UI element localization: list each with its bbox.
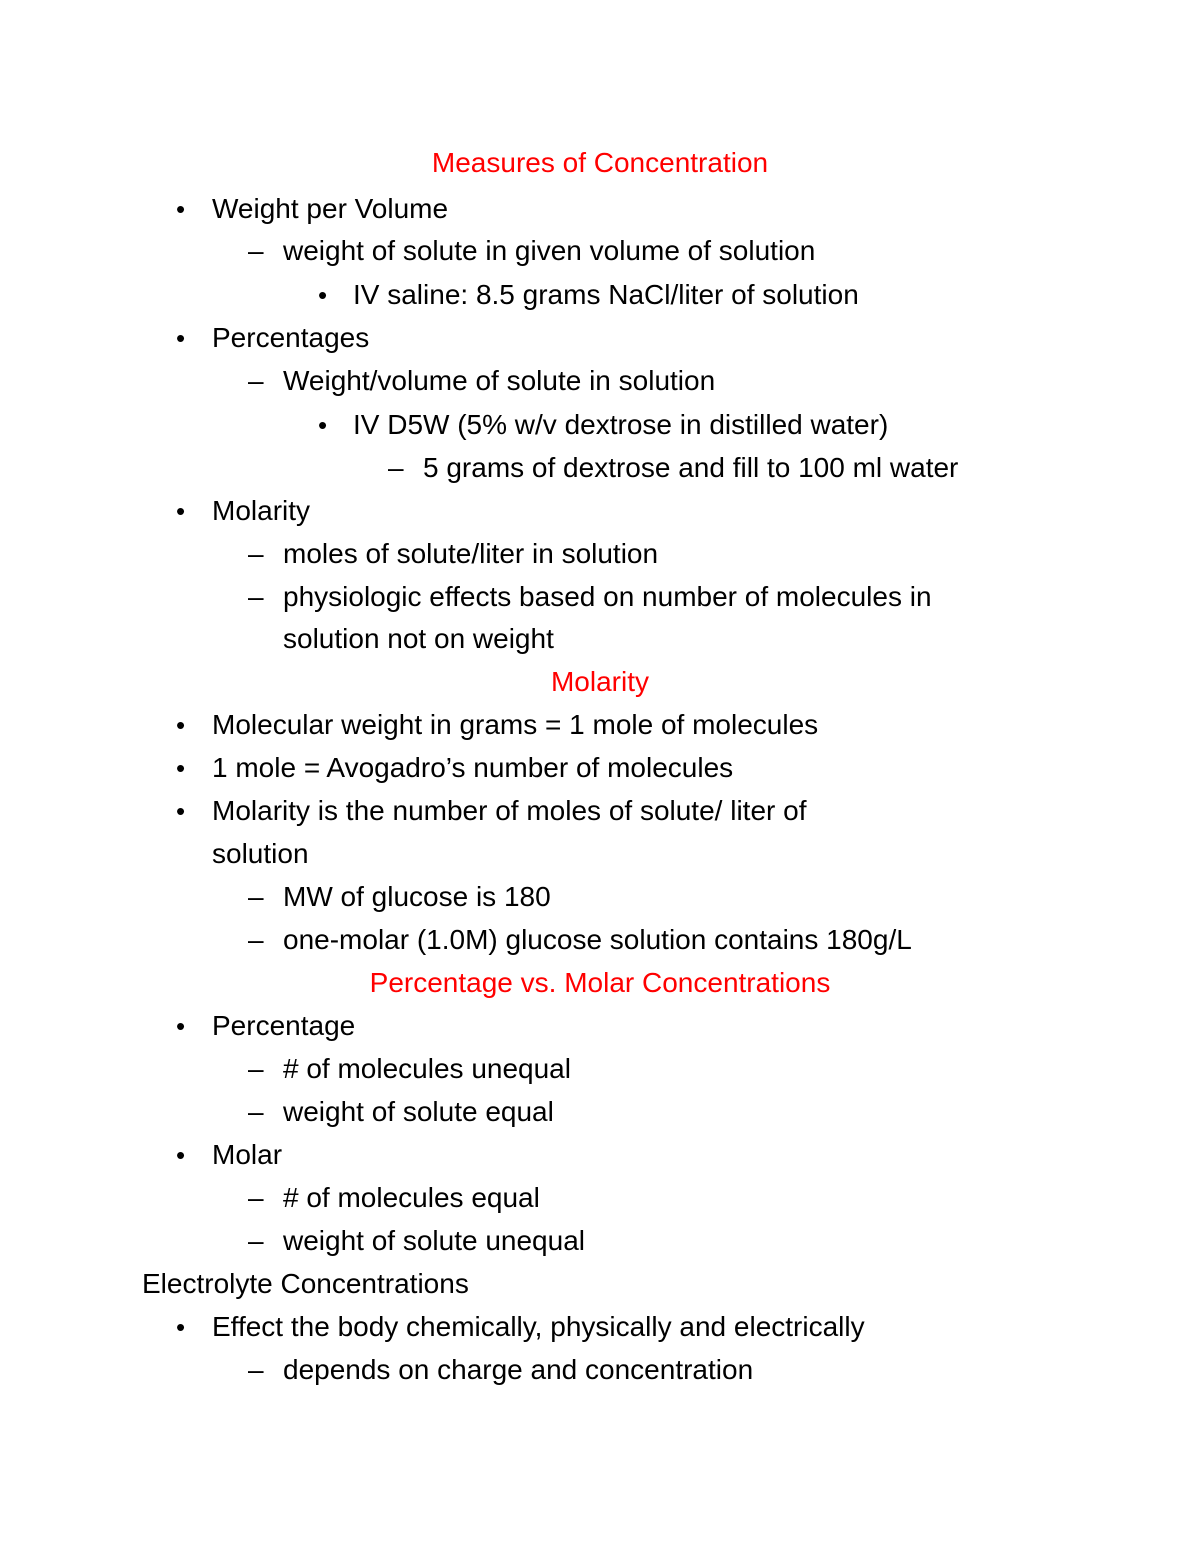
bullet-molarity-definition: Molarity is the number of moles of solute/ liter of — [212, 795, 807, 826]
bullet-icon: • — [318, 280, 328, 310]
sub-weight-unequal: weight of solute unequal — [283, 1225, 585, 1256]
bullet-icon: • — [176, 1312, 186, 1342]
bullet-icon: • — [176, 194, 186, 224]
heading-measures-of-concentration: Measures of Concentration — [431, 147, 769, 178]
sub-weight-equal: weight of solute equal — [283, 1096, 554, 1127]
heading-percentage-vs-molar: Percentage vs. Molar Concentrations — [369, 967, 831, 998]
bullet-icon: • — [176, 1011, 186, 1041]
bullet-molarity: Molarity — [212, 495, 311, 526]
bullet-avogadro: 1 mole = Avogadro’s number of molecules — [212, 752, 734, 783]
dash-icon: – — [248, 924, 264, 955]
dash-icon: – — [248, 581, 264, 612]
dash-icon: – — [248, 1354, 264, 1385]
sub-charge-and-concentration: depends on charge and concentration — [283, 1354, 754, 1385]
heading-molarity: Molarity — [550, 666, 649, 697]
sub-mw-glucose: MW of glucose is 180 — [283, 881, 551, 912]
bullet-molecular-weight: Molecular weight in grams = 1 mole of molecules — [212, 709, 819, 740]
sub-weight-of-solute: weight of solute in given volume of solution — [283, 235, 816, 266]
bullet-icon: • — [176, 796, 186, 826]
bullet-effect-the-body: Effect the body chemically, physically and electrically — [212, 1311, 865, 1342]
dash-icon: – — [248, 235, 264, 266]
sub-physiologic-effects-cont: solution not on weight — [283, 623, 554, 654]
dash-icon: – — [248, 365, 264, 396]
dash-icon: – — [248, 1225, 264, 1256]
dash-icon: – — [388, 452, 404, 483]
dash-icon: – — [248, 881, 264, 912]
bullet-icon: • — [176, 496, 186, 526]
dash-icon: – — [248, 1096, 264, 1127]
sub-physiologic-effects: physiologic effects based on number of molecules in — [283, 581, 932, 612]
dash-icon: – — [248, 538, 264, 569]
bullet-icon: • — [176, 753, 186, 783]
sub-weight-volume: Weight/volume of solute in solution — [283, 365, 716, 396]
bullet-icon: • — [318, 410, 328, 440]
bullet-percentage: Percentage — [212, 1010, 356, 1041]
sub-molecules-unequal: # of molecules unequal — [283, 1053, 571, 1084]
bullet-percentages: Percentages — [212, 322, 370, 353]
dash-icon: – — [248, 1053, 264, 1084]
example-iv-saline: IV saline: 8.5 grams NaCl/liter of solution — [353, 279, 859, 310]
bullet-molar: Molar — [212, 1139, 283, 1170]
sub-moles-of-solute: moles of solute/liter in solution — [283, 538, 659, 569]
bullet-icon: • — [176, 710, 186, 740]
bullet-icon: • — [176, 323, 186, 353]
sub-one-molar-glucose: one-molar (1.0M) glucose solution contains 180g/L — [283, 924, 912, 955]
sub-molecules-equal: # of molecules equal — [283, 1182, 540, 1213]
bullet-weight-per-volume: Weight per Volume — [212, 193, 449, 224]
heading-electrolyte-concentrations: Electrolyte Concentrations — [142, 1268, 469, 1299]
example-iv-d5w: IV D5W (5% w/v dextrose in distilled water) — [353, 409, 889, 440]
dash-icon: – — [248, 1182, 264, 1213]
bullet-icon: • — [176, 1140, 186, 1170]
detail-5-grams-dextrose: 5 grams of dextrose and fill to 100 ml water — [423, 452, 959, 483]
bullet-molarity-definition-cont: solution — [212, 838, 309, 869]
